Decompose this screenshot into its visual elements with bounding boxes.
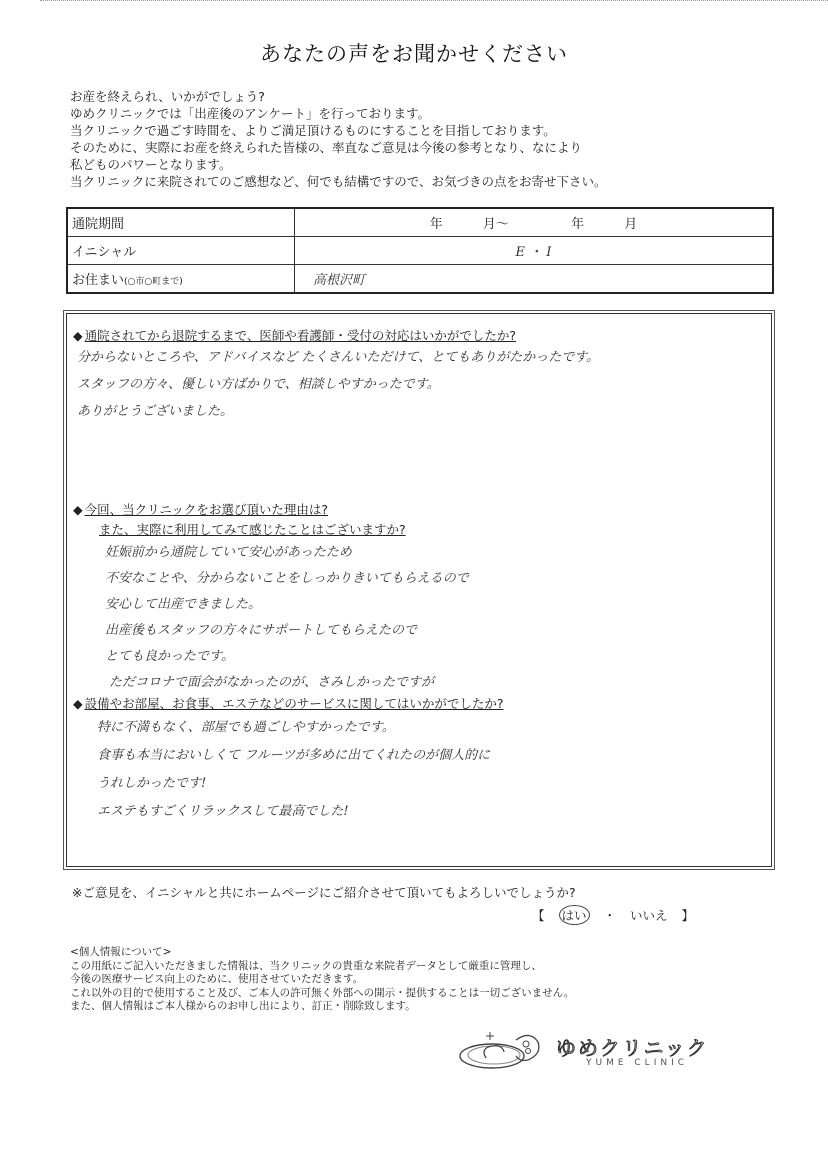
- intro-line: 当クリニックに来院されてのご感想など、何でも結構ですので、お気づきの点をお寄せ下さい。: [70, 174, 607, 189]
- period-label: 通院期間: [67, 208, 295, 237]
- initial-field[interactable]: E ・ I: [295, 237, 774, 265]
- diamond-icon: ◆: [73, 502, 83, 517]
- period-field[interactable]: [295, 208, 774, 237]
- question-2-text: 今回、当クリニックをお選び頂いた理由は?: [84, 502, 329, 517]
- answer-1[interactable]: [77, 344, 599, 425]
- answer-line: 不安なことや、分からないことをしっかりきいてもらえるので: [105, 571, 469, 586]
- address-label: お住まい: [72, 273, 125, 288]
- answer-2[interactable]: [105, 540, 469, 696]
- answer-line: 食事も本当においしくて フルーツが多めに出てくれたのが個人的に: [97, 748, 491, 763]
- intro-line: お産を終えられ、いかがでしょう?: [70, 89, 265, 104]
- privacy-notice: [70, 946, 574, 1014]
- question-2-sub: また、実際に利用してみて感じたことはございますか?: [99, 522, 406, 537]
- consent-no-option[interactable]: いいえ: [630, 908, 668, 923]
- answer-line: 妊娠前から通院していて安心があったため: [105, 545, 352, 560]
- address-note: (○市○町まで): [124, 277, 183, 287]
- logo-mark-icon: [456, 1028, 552, 1073]
- privacy-heading: <個人情報について>: [70, 946, 172, 958]
- answer-line: スタッフの方々、優しい方ばかりで、相談しやすかったです。: [77, 377, 440, 392]
- period-unit: 年: [571, 217, 585, 232]
- consent-yes-option[interactable]: はい: [559, 905, 590, 925]
- bracket-open: 【: [532, 908, 545, 923]
- period-unit: 月〜: [482, 217, 509, 232]
- question-3-text: 設備やお部屋、お食事、エステなどのサービスに関してはいかがでしたか?: [84, 696, 504, 711]
- diamond-icon: ◆: [73, 696, 83, 711]
- privacy-line: この用紙にご記入いただきました情報は、当クリニックの貴重な来院者データとして厳重に管理し、: [70, 959, 542, 972]
- privacy-line: これ以外の目的で使用すること及び、ご本人の許可無く外部への開示・提供することは一切ございません。: [70, 986, 575, 999]
- answer-line: うれしかったです!: [97, 776, 207, 791]
- privacy-line: また、個人情報はご本人様からのお申し出により、訂正・削除致します。: [70, 1000, 416, 1012]
- logo-name-en: YUME CLINIC: [586, 1058, 689, 1068]
- answer-line: エステもすごくリラックスして最高でした!: [97, 804, 349, 819]
- initial-row: [67, 237, 773, 265]
- diamond-icon: ◆: [73, 328, 83, 343]
- answer-line: 出産後もスタッフの方々にサポートしてもらえたので: [105, 623, 418, 638]
- address-label-cell: [67, 265, 295, 294]
- answer-line: ありがとうございました。: [77, 404, 234, 419]
- address-field[interactable]: 高根沢町: [295, 265, 774, 294]
- answer-line: とても良かったです。: [105, 649, 234, 664]
- separator: ・: [603, 908, 617, 923]
- initial-label: イニシャル: [67, 237, 295, 265]
- consent-question: ※ご意見を、イニシャルと共にホームページにご紹介させて頂いてもよろしいでしょうか?: [72, 885, 576, 900]
- bracket-close: 】: [681, 908, 695, 923]
- consent-choice: [532, 905, 694, 925]
- intro-text: [70, 88, 770, 190]
- survey-box: [66, 313, 772, 867]
- period-unit: 月: [624, 217, 638, 232]
- answer-3[interactable]: [97, 714, 490, 826]
- period-unit: 年: [429, 217, 443, 232]
- answer-line: 特に不満もなく、部屋でも過ごしやすかったです。: [97, 720, 395, 735]
- page-title: あなたの声をお聞かせください: [260, 42, 568, 66]
- question-1: [73, 326, 516, 344]
- intro-line: 当クリニックで過ごす時間を、よりご満足頂けるものにすることを目指しております。: [70, 123, 556, 138]
- intro-line: ゆめクリニックでは「出産後のアンケート」を行っております。: [70, 106, 431, 121]
- logo-name-jp: ゆめクリニック: [556, 1036, 709, 1060]
- answer-line: 安心して出産できました。: [105, 597, 262, 612]
- question-2: [73, 500, 328, 518]
- privacy-line: 今後の医療サービス向上のために、使用させていただきます。: [70, 973, 364, 985]
- question-1-text: 通院されてから退院するまで、医師や看護師・受付の対応はいかがでしたか?: [84, 328, 517, 343]
- answer-line: 分からないところや、アドバイスなど たくさんいただけて、とてもありがたかったです。: [77, 350, 600, 365]
- intro-line: 私どものパワーとなります。: [70, 157, 232, 172]
- question-3: [73, 694, 504, 712]
- intro-line: そのために、実際にお産を終えられた皆様の、率直なご意見は今後の参考となり、なにより: [70, 140, 583, 155]
- clinic-logo: [456, 1028, 766, 1073]
- scan-edge: [40, 0, 828, 4]
- info-table: [66, 207, 774, 294]
- answer-line: ただコロナで面会がなかったのが、さみしかったですが: [109, 675, 435, 690]
- address-row: [67, 265, 773, 294]
- period-row: [67, 208, 773, 237]
